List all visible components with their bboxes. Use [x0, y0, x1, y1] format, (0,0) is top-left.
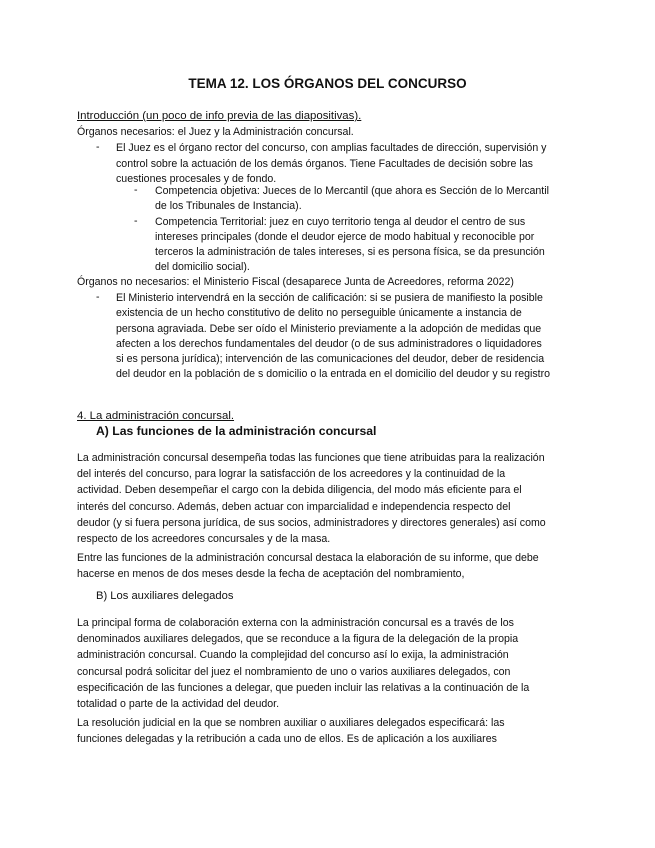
- paragraph-line: La principal forma de colaboración externa con la administración concursal es a través de los: [77, 617, 514, 629]
- paragraph-line: La administración concursal desempeña todas las funciones que tiene atribuidas para la realización: [77, 452, 545, 464]
- sublist-item-line: intereses principales (donde el deudor ejerce de modo habitual y reconocible por: [155, 231, 535, 243]
- paragraph: [77, 615, 577, 712]
- organos-no-necesarios-line: Órganos no necesarios: el Ministerio Fiscal (desaparece Junta de Acreedores, reforma 2022): [77, 276, 514, 288]
- list-item-line: El Ministerio intervendrá en la sección de calificación: si se pusiera de manifiesto la posible: [116, 292, 543, 304]
- list-item-line: control sobre la actuación de los demás órganos. Tiene Facultades de decisión sobre las: [116, 158, 533, 170]
- paragraph-line: hacerse en menos de dos meses desde la fecha de aceptación del nombramiento,: [77, 568, 465, 581]
- subsection-a-heading: A) Las funciones de la administración concursal: [96, 424, 377, 438]
- sublist-item-line: de los Tribunales de Instancia).: [155, 200, 302, 212]
- list-item-line: si es persona jurídica); intervención de las comunicaciones del deudor, deber de residencia: [116, 353, 545, 365]
- paragraph-line: interés del concurso. Además, deben actuar con imparcialidad e independencia respecto del: [77, 500, 511, 513]
- paragraph-line: administración concursal. Cuando la complejidad del concurso así lo exija, la administración: [77, 649, 509, 662]
- sublist-bullet: -: [134, 215, 138, 227]
- paragraph: [77, 550, 577, 582]
- sublist-item-line: Competencia Territorial: juez en cuyo territorio tenga al deudor el centro de sus: [155, 216, 526, 228]
- paragraph: [77, 715, 577, 747]
- list-item-line: persona agraviada. Debe ser oído el Ministerio previamente a la adopción de medidas que: [116, 323, 542, 335]
- sublist-item-line: terceros la administración de tales intereses, si es persona física, se da presunción: [155, 246, 545, 258]
- list-item-line: cuestiones procesales y de fondo.: [116, 173, 277, 185]
- list-item-line: existencia de un hecho constitutivo de delito no perseguible únicamente a instancia de: [116, 307, 522, 319]
- paragraph-line: funciones delegadas y la retribución a cada uno de ellos. Es de aplicación a los auxiliares: [77, 733, 497, 746]
- paragraph-line: especificación de las funciones a delegar, que pueden incluir las relativas a la continuación de la: [77, 681, 530, 694]
- paragraph-line: La resolución judicial en la que se nombren auxiliar o auxiliares delegados especificará: las: [77, 717, 505, 729]
- paragraph-line: deudor (y si fuera persona jurídica, de sus socios, administradores y directores generales) así como: [77, 516, 546, 529]
- list-item-line: afecten a los derechos fundamentales del deudor (o de sus administradores o liquidadores: [116, 338, 542, 350]
- list-item-line: del deudor en la población de s domicilio o la entrada en el domicilio del deudor y su registro: [116, 368, 551, 380]
- subsection-b-heading: B) Los auxiliares delegados: [96, 590, 234, 602]
- list-bullet: -: [96, 141, 100, 153]
- paragraph-line: Entre las funciones de la administración concursal destaca la elaboración de su informe, que debe: [77, 552, 539, 564]
- list-bullet: -: [96, 291, 100, 303]
- section-heading: 4. La administración concursal.: [77, 410, 235, 422]
- sublist-bullet: -: [134, 184, 138, 196]
- page-title: TEMA 12. LOS ÓRGANOS DEL CONCURSO: [188, 76, 467, 91]
- paragraph-line: actividad. Deben desempeñar el cargo con la debida diligencia, del modo más eficiente para el: [77, 484, 522, 497]
- paragraph-line: concursal podrá solicitar del juez el nombramiento de uno o varios auxiliares delegados, con: [77, 665, 511, 678]
- paragraph-line: totalidad o parte de la actividad del deudor.: [77, 698, 280, 711]
- list-item-line: El Juez es el órgano rector del concurso, con amplias facultades de dirección, supervisión y: [116, 142, 547, 154]
- paragraph-line: del interés del concurso, para lograr la satisfacción de los acreedores y la continuidad de la: [77, 468, 506, 481]
- intro-heading: Introducción (un poco de info previa de las diapositivas).: [77, 110, 362, 122]
- paragraph-line: respecto de los acreedores concursales y de la masa.: [77, 533, 331, 546]
- paragraph: [77, 450, 577, 547]
- sublist-item-line: del domicilio social).: [155, 261, 250, 273]
- paragraph-line: denominados auxiliares delegados, que se reconduce a la figura de la delegación de la propia: [77, 633, 519, 646]
- organos-necesarios-line: Órganos necesarios: el Juez y la Administración concursal.: [77, 126, 354, 138]
- sublist-item-line: Competencia objetiva: Jueces de lo Mercantil (que ahora es Sección de lo Mercantil: [155, 185, 549, 197]
